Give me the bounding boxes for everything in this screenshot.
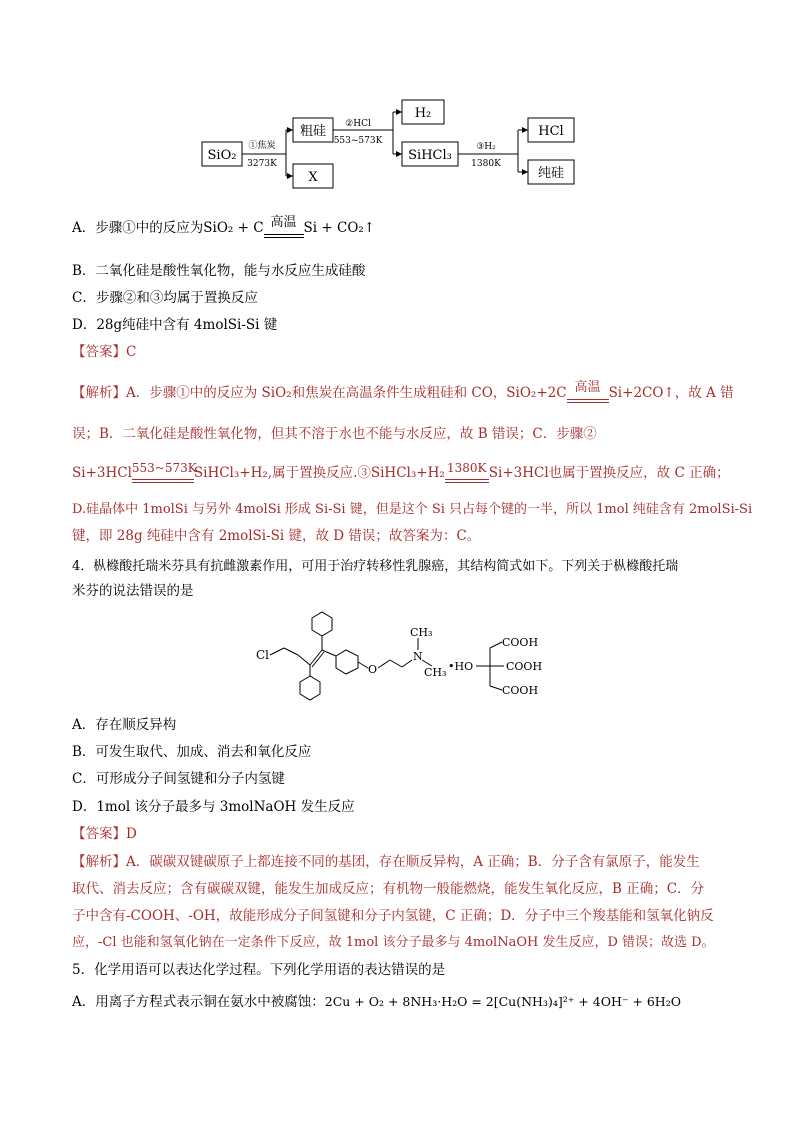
- toremifene-citrate-structure: [250, 610, 550, 710]
- q4-analysis-line1: 【解析】A．碳碳双键碳原子上都连接不同的基团，存在顺反异构，A 正确；B．分子含有氯原子，能发生: [72, 854, 700, 870]
- mol-cooh-bottom: COOH: [502, 684, 539, 697]
- q3-option-a: A．步骤①中的反应为SiO₂ + C 高温 Si + CO₂↑: [72, 215, 376, 236]
- q5-stem: 5．化学用语可以表达化学过程。下列化学用语的表达错误的是: [72, 962, 446, 978]
- sihcl3-label: SiHCl₃: [408, 148, 452, 163]
- mol-cooh-middle: COOH: [506, 660, 543, 673]
- mol-cooh-top: COOH: [502, 636, 539, 649]
- q5-option-a: A．用离子方程式表示铜在氨水中被腐蚀：2Cu + O₂ + 8NH₃·H₂O = 2[Cu(NH₃)₄]²⁺ + 4OH⁻ + 6H₂O: [72, 994, 681, 1010]
- hcl-label: HCl: [538, 124, 564, 139]
- q3-analysis-line2: 误；B．二氧化硅是酸性氧化物，但其不溶于水也不能与水反应，故 B 错误；C．步骤②: [72, 426, 597, 442]
- q4-option-a: A．存在顺反异构: [72, 717, 177, 733]
- q3-analysis-line3: Si+3HCl 553~573K SiHCl₃+H₂,属于置换反应.③SiHCl₃+H₂ 1380K Si+3HCl也属于置换反应，故 C 正确；: [72, 461, 730, 481]
- pure-si-label: 纯硅: [537, 166, 565, 181]
- step2-top-label: ②HCl: [345, 119, 371, 129]
- x-label: X: [308, 170, 318, 185]
- q4-option-d: D．1mol 该分子最多与 3molNaOH 发生反应: [72, 799, 355, 815]
- silicon-purification-flowchart: [190, 92, 590, 202]
- mol-ch3-bottom-label: CH₃: [424, 666, 447, 679]
- q4-analysis-line2: 取代、消去反应；含有碳碳双键，能发生加成反应；有机物一般能燃烧，能发生氧化反应，B 正确；C．分: [72, 881, 705, 897]
- step1-top-label: ①焦炭: [248, 141, 276, 151]
- q4-stem-line1: 4．枞橼酸托瑞米芬具有抗雌激素作用，可用于治疗转移性乳腺癌，其结构简式如下。下列关于枞橼酸托瑞: [72, 559, 679, 574]
- q4-analysis-line3: 子中含有-COOH、-OH，故能形成分子间氢键和分子内氢键，C 正确；D．分子中三个羧基能和氢氧化钠反: [72, 908, 714, 924]
- mol-ch3-top-label: CH₃: [410, 626, 433, 639]
- mol-o-label: O: [368, 663, 378, 676]
- q3-option-c: C．步骤②和③均属于置换反应: [72, 290, 258, 306]
- step2-bottom-label: 553~573K: [333, 136, 383, 146]
- q3-analysis-line5: 键，即 28g 纯硅中含有 2molSi-Si 键，故 D 错误；故答案为：C。: [72, 528, 481, 544]
- step3-bottom-label: 1380K: [471, 159, 501, 169]
- q3-answer: 【答案】C: [72, 344, 137, 360]
- q3-option-b: B．二氧化硅是酸性氧化物，能与水反应生成硅酸: [72, 263, 366, 279]
- q4-option-b: B．可发生取代、加成、消去和氧化反应: [72, 744, 312, 760]
- crude-si-label: 粗硅: [299, 124, 327, 139]
- q4-analysis-line4: 应，-Cl 也能和氢氧化钠在一定条件下反应，故 1mol 该分子最多与 4molNaOH 发生反应，D 错误；故选 D。: [72, 935, 715, 950]
- q4-answer: 【答案】D: [72, 826, 137, 842]
- sio2-label: SiO₂: [207, 148, 237, 163]
- mol-cl-label: Cl: [256, 648, 270, 662]
- q3-optA-condition: 高温: [264, 226, 304, 238]
- q4-stem-line2: 米芬的说法错误的是: [72, 583, 194, 599]
- mol-ho-label: •HO: [448, 660, 474, 673]
- q3-analysis-line1: 【解析】A．步骤①中的反应为 SiO₂和焦炭在高温条件生成粗硅和 CO，SiO₂+2C 高温 Si+2CO↑，故 A 错: [72, 380, 734, 401]
- q4-option-c: C．可形成分子间氢键和分子内氢键: [72, 771, 285, 787]
- q3-option-d: D．28g纯硅中含有 4molSi-Si 键: [72, 317, 278, 333]
- step3-top-label: ③H₂: [476, 142, 496, 152]
- h2-label: H₂: [414, 106, 432, 121]
- mol-n-label: N: [413, 650, 423, 663]
- step1-bottom-label: 3273K: [247, 159, 277, 169]
- q3-analysis-line4: D.硅晶体中 1molSi 与另外 4molSi 形成 Si-Si 键，但是这个 Si 只占每个键的一半，所以 1mol 纯硅含有 2molSi-Si: [72, 502, 753, 517]
